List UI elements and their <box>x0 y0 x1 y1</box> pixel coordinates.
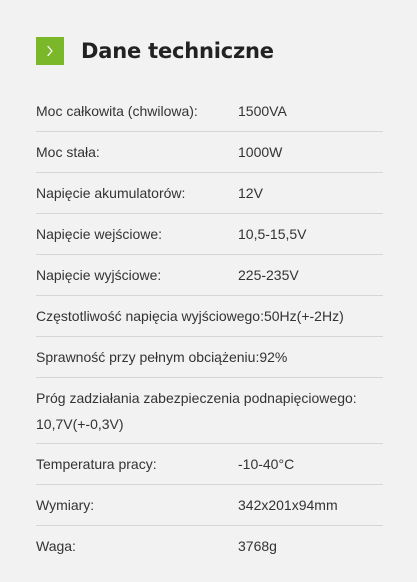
spec-table <box>36 91 383 566</box>
spec-label: Napięcie wyjściowe: <box>36 267 162 283</box>
spec-value: -10-40°C <box>238 456 295 472</box>
spec-row-operating-temperature <box>36 444 383 485</box>
spec-label: Wymiary: <box>36 497 95 513</box>
spec-row-total-power <box>36 91 383 132</box>
spec-text: Częstotliwość napięcia wyjściowego:50Hz(+-2Hz) <box>36 308 344 324</box>
spec-label: Napięcie wejściowe: <box>36 226 163 242</box>
spec-row-input-voltage <box>36 214 383 255</box>
spec-row-undervoltage-threshold <box>36 378 383 444</box>
spec-label: Napięcie akumulatorów: <box>36 185 186 201</box>
spec-value: 1500VA <box>238 103 287 119</box>
spec-row-battery-voltage <box>36 173 383 214</box>
spec-label: Moc stała: <box>36 144 100 160</box>
spec-value: 225-235V <box>238 267 299 283</box>
section-header <box>36 37 274 65</box>
spec-text: Próg zadziałania zabezpieczenia podnapięciowego: 10,7V(+-0,3V) <box>36 389 357 432</box>
spec-value: 12V <box>238 185 263 201</box>
chevron-right-icon <box>36 37 64 65</box>
spec-value: 1000W <box>238 144 283 160</box>
spec-row-continuous-power <box>36 132 383 173</box>
spec-row-dimensions <box>36 485 383 526</box>
spec-value: 10,5-15,5V <box>238 226 307 242</box>
spec-row-output-frequency <box>36 296 383 337</box>
spec-row-output-voltage <box>36 255 383 296</box>
spec-label: Moc całkowita (chwilowa): <box>36 103 198 119</box>
spec-row-efficiency <box>36 337 383 378</box>
spec-text: Sprawność przy pełnym obciążeniu:92% <box>36 349 288 365</box>
spec-value: 3768g <box>238 538 277 554</box>
spec-value: 342x201x94mm <box>238 497 338 513</box>
spec-label: Temperatura pracy: <box>36 456 157 472</box>
spec-label: Waga: <box>36 538 76 554</box>
spec-row-weight <box>36 526 383 566</box>
section-title: Dane techniczne <box>81 39 274 63</box>
